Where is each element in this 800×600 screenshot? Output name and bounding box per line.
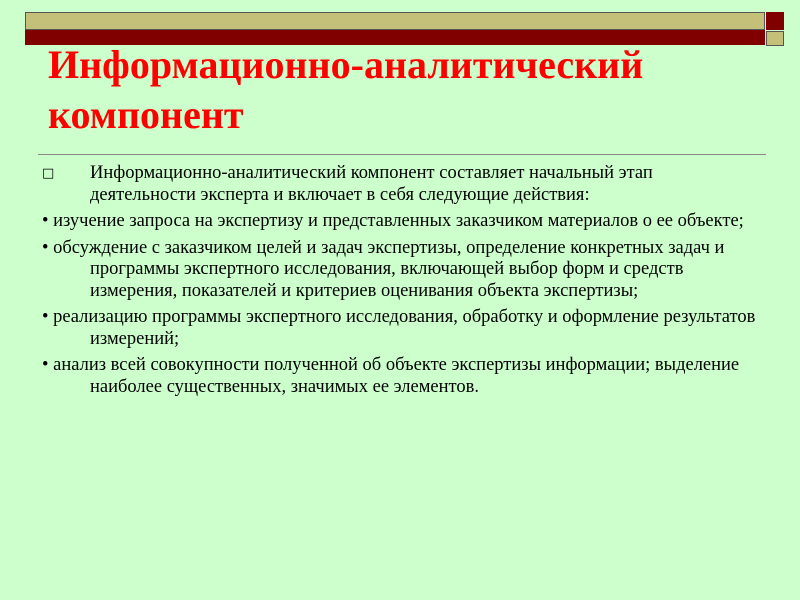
list-item: • анализ всей совокупности полученной об объекте экспертизы информации; выделение наиболее существенных, значимых ее элементов. — [42, 355, 740, 397]
intro-text: Информационно-аналитический компонент составляет начальный этап деятельности эксперта и включает в себя следующие действия: — [90, 163, 653, 205]
decor-square-olive — [766, 31, 784, 46]
list-item: • реализацию программы экспертного исследования, обработку и оформление результатов измерений; — [42, 307, 756, 349]
slide-title: Информационно-аналитический компонент — [48, 42, 644, 137]
list-item: • изучение запроса на экспертизу и представленных заказчиком материалов о ее объекте; — [42, 211, 744, 231]
title-divider — [38, 154, 766, 155]
square-bullet-icon: □ — [42, 166, 55, 181]
list-item: • обсуждение с заказчиком целей и задач экспертизы, определение конкретных задач и программы экспертного исследования, включающей выбор форм и средств измерения, показателей и критериев оценивания объекта экспертизы; — [42, 237, 725, 301]
decor-square-maroon — [766, 12, 784, 30]
intro-paragraph — [42, 163, 762, 206]
slide-body — [42, 163, 762, 403]
top-decor-bar-olive — [25, 12, 765, 30]
